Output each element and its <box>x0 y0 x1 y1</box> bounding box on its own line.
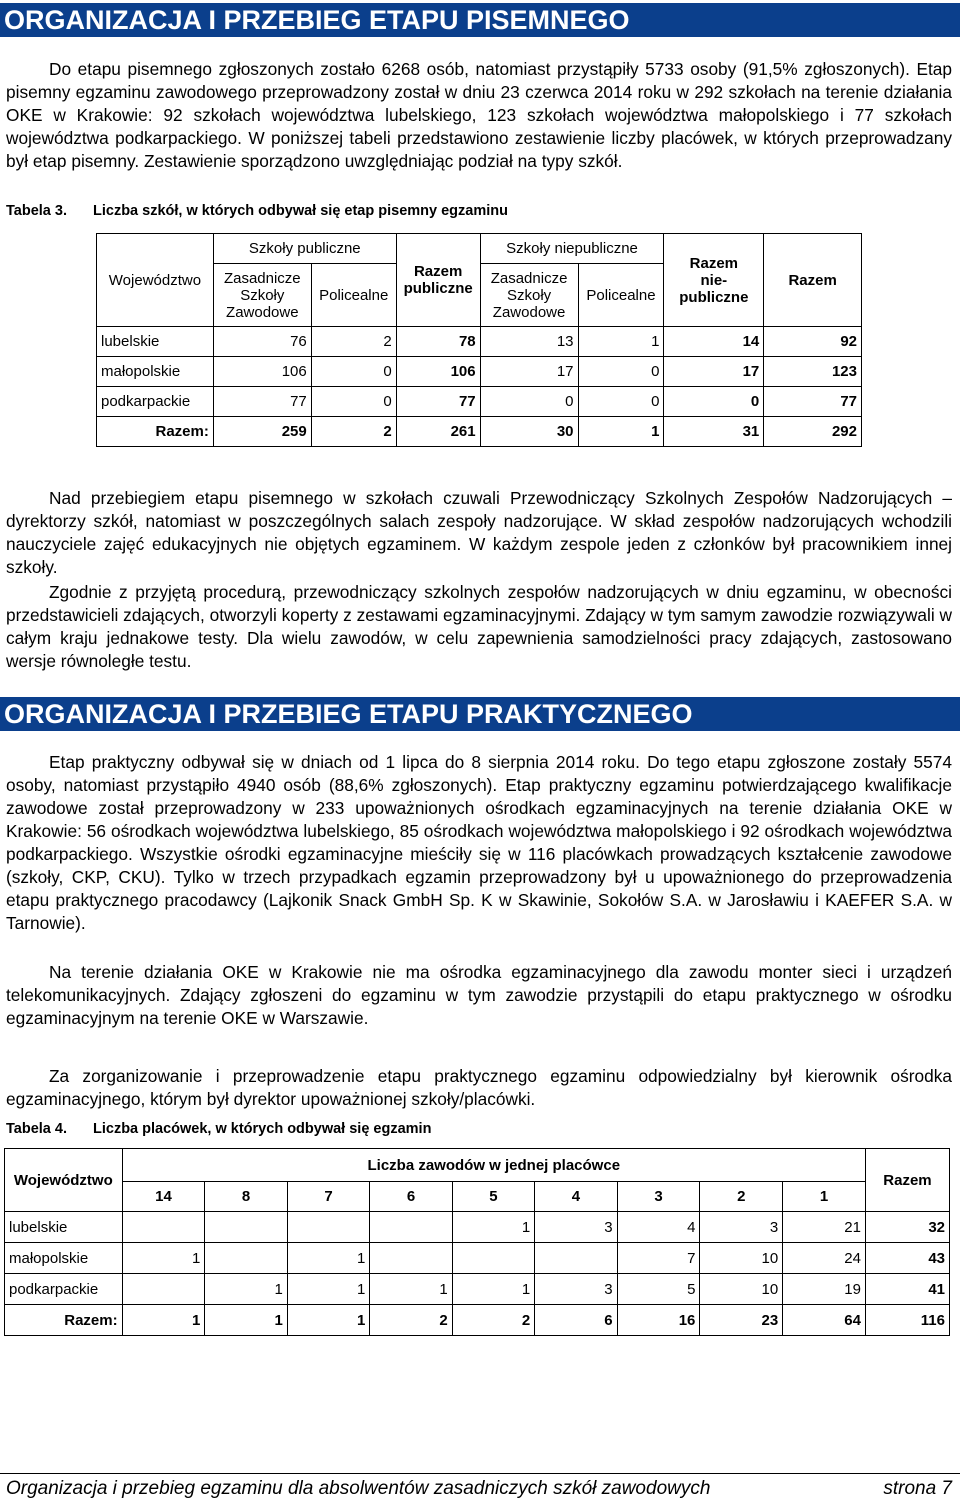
table3-header-razem-pub <box>396 234 480 327</box>
table4-cell <box>205 1212 287 1243</box>
table4-cell <box>370 1212 452 1243</box>
table3-cell: 77 <box>764 387 862 417</box>
table3-cell: 14 <box>664 327 764 357</box>
table4-header-col: 14 <box>122 1182 205 1212</box>
table4-cell: 3 <box>700 1212 783 1243</box>
section-heading-practical: ORGANIZACJA I PRZEBIEG ETAPU PRAKTYCZNEGO <box>0 697 960 731</box>
table4-cell: 5 <box>617 1274 700 1305</box>
table4-caption <box>6 1121 431 1137</box>
table4-cell: 2 <box>370 1305 452 1336</box>
table3-cell: 106 <box>213 357 311 387</box>
table4 <box>4 1148 950 1336</box>
table4-cell: 1 <box>287 1305 369 1336</box>
table4-cell: 4 <box>617 1212 700 1243</box>
paragraph-manager: Za zorganizowanie i przeprowadzenie etapu praktycznego egzaminu odpowiedzialny był kierownik ośrodka egzaminacyjnego, którym był dyrektor upoważnionej szkoły/placówki. <box>6 1066 952 1109</box>
table4-cell: 6 <box>535 1305 617 1336</box>
table3-cell-name: małopolskie <box>97 357 214 387</box>
table4-cell: 32 <box>865 1212 949 1243</box>
table4-cell <box>122 1274 205 1305</box>
table4-cell: 1 <box>205 1305 287 1336</box>
table4-cell-name: podkarpackie <box>5 1274 123 1305</box>
table4-header-col: 3 <box>617 1182 700 1212</box>
table3-cell: 1 <box>578 417 664 447</box>
table3-cell-name: podkarpackie <box>97 387 214 417</box>
table4-header-col: 8 <box>205 1182 287 1212</box>
table4-cell: 116 <box>865 1305 949 1336</box>
table-row-total <box>5 1305 950 1336</box>
table4-header-col: 7 <box>287 1182 369 1212</box>
table4-cell: 19 <box>783 1274 866 1305</box>
table3-header-zsz-np-l2: Szkoły <box>506 286 552 304</box>
paragraph-written-intro: Do etapu pisemnego zgłoszonych zostało 6268 osób, natomiast przystąpiły 5733 osoby (91,5% zgłoszonych). Etap pisemny egzaminu zawodowego przeprowadzony został w dniu 23 czerwca 2014 roku w 292 szkołach na terenie działania OKE w Krakowie: 92 szkołach województwa lubelskiego, 123 szkołach województwa małopolskiego i 77 szkołach województwa podkarpackiego. W poniższej tabeli przedstawiono zestawienie liczby placówek, w których przeprowadzany był etap pisemny. Zestawienie sporządzono uwzględniając podział na typy szkół. <box>6 59 952 171</box>
table4-header-col: 2 <box>700 1182 783 1212</box>
table-row-total <box>97 417 862 447</box>
table3-header-zsz-pub-l3: Zawodowe <box>226 303 299 321</box>
table3-cell-name: Razem: <box>97 417 214 447</box>
table3-header-woj: Województwo <box>97 234 214 327</box>
table3-header-razem-niepub <box>664 234 764 327</box>
table4-cell: 1 <box>122 1305 205 1336</box>
table4-cell <box>122 1212 205 1243</box>
table3-cell: 259 <box>213 417 311 447</box>
table3-cell: 92 <box>764 327 862 357</box>
table4-cell: 64 <box>783 1305 866 1336</box>
table3-cell: 0 <box>578 357 664 387</box>
section-heading-written: ORGANIZACJA I PRZEBIEG ETAPU PISEMNEGO <box>0 3 960 37</box>
paragraph-procedure: Zgodnie z przyjętą procedurą, przewodniczący szkolnych zespołów nadzorujących w dniu egzaminu, w obecności przedstawicieli zdających, otworzyli koperty z zestawami egzaminacyjnymi. Zdający w tym samym zawodzie rozwiązywali w całym kraju jednakowe testy. Dla wielu zawodów, w celu zapewnienia samodzielności pracy zdających, zastosowano wersje równoległe testu. <box>6 582 952 671</box>
paragraph-telecom: Na terenie działania OKE w Krakowie nie ma ośrodka egzaminacyjnego dla zawodu monter sieci i urządzeń telekomunikacyjnych. Zdający zgłoszeni do egzaminu w tym zawodzie przystąpili do etapu praktycznego w ośrodku egzaminacyjnym na terenie OKE w Warszawie. <box>6 962 952 1028</box>
table3-number: Tabela 3. <box>6 203 67 219</box>
table4-cell: 1 <box>452 1274 534 1305</box>
table3-header-zsz-np <box>480 264 578 327</box>
table4-cell-name: Razem: <box>5 1305 123 1336</box>
table4-header-col: 1 <box>783 1182 866 1212</box>
table3-header-zsz-pub <box>213 264 311 327</box>
table3-header-zsz-np-l1: Zasadnicze <box>490 269 568 287</box>
table3-cell: 31 <box>664 417 764 447</box>
table4-header-col: 4 <box>535 1182 617 1212</box>
table3-header-razem-pub-l2: publiczne <box>403 280 473 297</box>
table4-cell-name: lubelskie <box>5 1212 123 1243</box>
page-footer <box>6 1478 952 1500</box>
table3-cell: 0 <box>578 387 664 417</box>
table3-cell: 17 <box>664 357 764 387</box>
table4-header-col: 5 <box>452 1182 534 1212</box>
table3-header-zsz-pub-l1: Zasadnicze <box>223 269 301 287</box>
table4-cell <box>535 1243 617 1274</box>
table4-cell: 1 <box>287 1243 369 1274</box>
table3-cell: 2 <box>311 417 396 447</box>
page-number: strona 7 <box>883 1478 952 1499</box>
table-row <box>5 1243 950 1274</box>
table3-header-razem-pub-l1: Razem <box>413 263 463 280</box>
table3-cell: 78 <box>396 327 480 357</box>
table4-cell: 3 <box>535 1212 617 1243</box>
table-row <box>97 387 862 417</box>
table4-cell: 10 <box>700 1243 783 1274</box>
table3-header-public: Szkoły publiczne <box>213 234 396 264</box>
footer-title: Organizacja i przebieg egzaminu dla absolwentów zasadniczych szkół zawodowych <box>6 1478 711 1499</box>
table4-cell <box>287 1212 369 1243</box>
table4-cell: 21 <box>783 1212 866 1243</box>
table3-header-razem-niepub-l1: Razem <box>689 254 739 272</box>
table3-header-pol-pub: Policealne <box>311 264 396 327</box>
table-row <box>5 1212 950 1243</box>
paragraph-practical-intro: Etap praktyczny odbywał się w dniach od 1 lipca do 8 sierpnia 2014 roku. Do tego etapu zgłoszone zostały 5574 osoby, natomiast przystąpiło 4940 osób (88,6% zgłoszonych). Etap praktyczny egzaminu potwierdzającego kwalifikacje zawodowe został przeprowadzony w 233 upoważnionych ośrodkach egzaminacyjnych na terenie działania OKE w Krakowie: 56 ośrodkach województwa lubelskiego, 85 ośrodkach województwa małopolskiego i 92 ośrodkach województwa podkarpackiego. Wszystkie ośrodki egzaminacyjne mieściły się w 116 placówkach prowadzących kształcenie zawodowe (szkoły, CKP, CKU). Tylko w trzech przypadkach egzamin przeprowadzony był u upoważnionego do przeprowadzenia etapu praktycznego pracodawcy (Lajkonik Snack GmbH Sp. K w Skawinie, Sokołów S.A. w Jarosławiu i KAEFER S.A. w Tarnowie). <box>6 752 952 933</box>
table3-caption <box>6 203 508 219</box>
table4-cell <box>370 1243 452 1274</box>
table4-cell: 16 <box>617 1305 700 1336</box>
table3-cell: 292 <box>764 417 862 447</box>
table3-header-zsz-np-l3: Zawodowe <box>492 303 566 321</box>
table-row <box>97 357 862 387</box>
table-row <box>97 327 862 357</box>
table3-cell: 261 <box>396 417 480 447</box>
table3-cell: 77 <box>213 387 311 417</box>
table3-header-razem-niepub-l3: publiczne <box>679 288 749 306</box>
table4-header-col: 6 <box>370 1182 452 1212</box>
table3 <box>96 233 862 447</box>
table3-cell: 30 <box>480 417 578 447</box>
table3-title: Liczba szkół, w których odbywał się etap pisemny egzaminu <box>93 203 508 219</box>
table4-cell: 1 <box>370 1274 452 1305</box>
table4-header-group: Liczba zawodów w jednej placówce <box>122 1149 865 1182</box>
table3-cell: 76 <box>213 327 311 357</box>
table4-cell: 1 <box>122 1243 205 1274</box>
table3-cell: 77 <box>396 387 480 417</box>
table4-cell: 7 <box>617 1243 700 1274</box>
table3-header-nonpublic: Szkoły niepubliczne <box>480 234 664 264</box>
table4-cell-name: małopolskie <box>5 1243 123 1274</box>
table4-cell: 1 <box>452 1212 534 1243</box>
table3-header-pol-np: Policealne <box>578 264 664 327</box>
table4-cell: 23 <box>700 1305 783 1336</box>
table3-cell: 0 <box>311 357 396 387</box>
table3-header-razem-niepub-l2: nie- <box>700 271 728 289</box>
table3-cell-name: lubelskie <box>97 327 214 357</box>
paragraph-supervision: Nad przebiegiem etapu pisemnego w szkołach czuwali Przewodniczący Szkolnych Zespołów Nadzorujących – dyrektorzy szkół, natomiast w poszczególnych salach zespoły nadzorujące. W skład zespołów nadzorujących wchodzili nauczyciele zajęć edukacyjnych nie objętych egzaminem. W każdym zespole jeden z członków był pracownikiem innej szkoły. <box>6 488 952 577</box>
table4-number: Tabela 4. <box>6 1121 67 1137</box>
table4-cell: 1 <box>287 1274 369 1305</box>
table4-cell: 3 <box>535 1274 617 1305</box>
table3-header-zsz-pub-l2: Szkoły <box>240 286 285 304</box>
table3-header-razem: Razem <box>764 234 862 327</box>
table3-cell: 106 <box>396 357 480 387</box>
table3-cell: 0 <box>664 387 764 417</box>
table4-cell: 1 <box>205 1274 287 1305</box>
table-row <box>5 1274 950 1305</box>
table4-header-woj: Województwo <box>5 1149 123 1212</box>
table4-title: Liczba placówek, w których odbywał się egzamin <box>93 1121 432 1137</box>
table4-cell: 2 <box>452 1305 534 1336</box>
table4-cell: 10 <box>700 1274 783 1305</box>
table4-cell <box>452 1243 534 1274</box>
table3-cell: 13 <box>480 327 578 357</box>
table4-cell: 24 <box>783 1243 866 1274</box>
table3-cell: 0 <box>311 387 396 417</box>
table3-cell: 123 <box>764 357 862 387</box>
table4-cell: 41 <box>865 1274 949 1305</box>
table3-cell: 0 <box>480 387 578 417</box>
table3-cell: 1 <box>578 327 664 357</box>
footer-divider <box>0 1473 960 1474</box>
table3-cell: 2 <box>311 327 396 357</box>
table3-cell: 17 <box>480 357 578 387</box>
table4-cell: 43 <box>865 1243 949 1274</box>
table4-cell <box>205 1243 287 1274</box>
table4-header-razem: Razem <box>865 1149 949 1212</box>
